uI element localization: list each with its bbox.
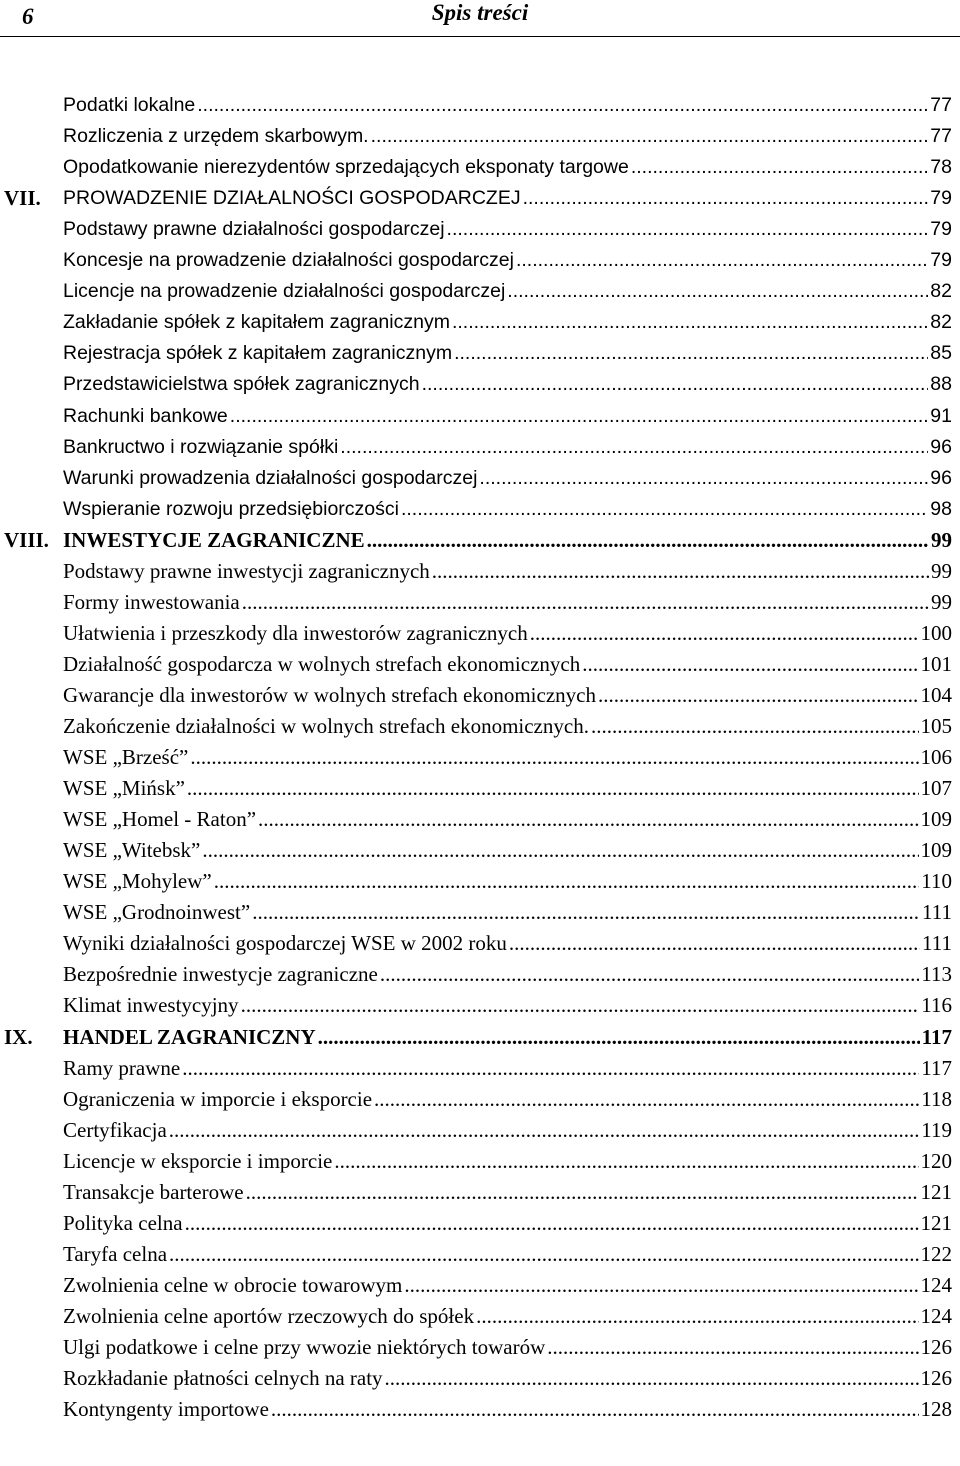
toc-entry	[63, 123, 952, 149]
entry-title: Opodatkowanie nierezydentów sprzedających eksponaty targowe	[63, 156, 629, 179]
toc-entry-row	[0, 1270, 960, 1300]
entry-title: Zakończenie działalności w wolnych strefach ekonomicznych.	[63, 714, 589, 738]
dot-leader	[334, 1148, 918, 1174]
dot-leader	[169, 1241, 918, 1267]
dot-leader	[258, 806, 918, 832]
entry-page-number: 122	[920, 1241, 952, 1266]
dot-leader	[380, 961, 919, 987]
entry-page-number: 109	[920, 807, 952, 832]
entry-title: Podatki lokalne	[63, 94, 196, 116]
toc-entry-row	[0, 897, 960, 927]
entry-title: Zakładanie spółek z kapitałem zagranicznym	[63, 311, 450, 334]
entry-title: Bankructwo i rozwiązanie spółki	[63, 435, 339, 458]
entry-title: Podstawy prawne działalności gospodarczej	[63, 218, 445, 241]
entry-title: Rozkładanie płatności celnych na raty	[63, 1366, 383, 1391]
toc-entry	[63, 1055, 952, 1081]
toc-entry	[63, 651, 952, 677]
toc-entry-row	[0, 1177, 960, 1207]
entry-page-number: 78	[930, 156, 952, 179]
entry-title: Zwolnienia celne w obrocie towarowym	[63, 1272, 403, 1297]
dot-leader	[479, 465, 928, 491]
toc-entry-row	[0, 432, 960, 462]
dot-leader	[185, 1210, 919, 1236]
entry-page-number: 105	[920, 714, 952, 738]
toc-entry-row	[0, 990, 960, 1020]
dot-leader	[401, 496, 928, 522]
entry-page-number: 109	[920, 838, 952, 863]
toc-entry	[63, 1024, 952, 1050]
dot-leader	[530, 620, 919, 646]
toc-entry-row	[0, 804, 960, 834]
entry-page-number: 88	[930, 373, 952, 396]
dot-leader	[197, 92, 928, 118]
toc-entry-row	[0, 928, 960, 958]
dot-leader	[454, 340, 928, 366]
entry-page-number: 120	[920, 1148, 952, 1173]
entry-page-number: 91	[930, 404, 952, 427]
toc-entry-row	[0, 680, 960, 710]
toc-entry	[63, 185, 952, 211]
dot-leader	[385, 1365, 919, 1391]
entry-page-number: 119	[921, 1117, 952, 1142]
dot-leader	[547, 1334, 918, 1360]
entry-page-number: 82	[930, 280, 952, 303]
toc-entry-row	[0, 835, 960, 865]
toc-entry-row	[0, 276, 960, 306]
toc-entry	[63, 1365, 952, 1391]
toc-entry-row	[0, 494, 960, 524]
dot-leader	[591, 713, 919, 739]
dot-leader	[452, 309, 928, 335]
toc-entry-row	[0, 1084, 960, 1114]
entry-title: Przedstawicielstwa spółek zagranicznych	[63, 373, 420, 396]
dot-leader	[202, 837, 918, 863]
toc-entry	[63, 1303, 952, 1329]
entry-title: Ramy prawne	[63, 1055, 181, 1080]
toc-entry-row	[0, 1239, 960, 1269]
dot-leader	[242, 589, 929, 615]
toc-entry-row	[0, 773, 960, 803]
toc-entry	[63, 496, 952, 522]
entry-page-number: 77	[930, 94, 952, 116]
toc-entry-row	[0, 618, 960, 648]
toc-entry	[63, 992, 952, 1018]
entry-title: WSE „Mińsk”	[63, 776, 185, 801]
entry-title: Certyfikacja	[63, 1117, 167, 1142]
entry-page-number: 99	[931, 589, 952, 614]
page-header	[0, 0, 960, 37]
entry-page-number: 124	[920, 1272, 952, 1297]
toc-entry	[63, 589, 952, 615]
entry-title: HANDEL ZAGRANICZNY	[63, 1024, 316, 1049]
entry-title: Rachunki bankowe	[63, 404, 228, 427]
toc-entry	[63, 527, 952, 553]
dot-leader	[230, 403, 929, 429]
toc-chapter-row	[0, 183, 960, 213]
dot-leader	[523, 185, 929, 211]
toc-entry-row	[0, 152, 960, 182]
entry-page-number: 113	[921, 962, 952, 987]
entry-page-number: 99	[931, 527, 952, 552]
dot-leader	[182, 1055, 919, 1081]
entry-title: WSE „Witebsk”	[63, 838, 201, 863]
entry-title: Rozliczenia z urzędem skarbowym.	[63, 125, 369, 148]
toc-entry	[63, 340, 952, 366]
entry-page-number: 126	[920, 1335, 952, 1359]
entry-page-number: 100	[920, 620, 952, 645]
toc-entry	[63, 1148, 952, 1174]
dot-leader	[432, 558, 929, 584]
entry-title: Ułatwienia i przeszkody dla inwestorów zagranicznych	[63, 620, 528, 645]
toc-entry	[63, 1396, 952, 1422]
entry-title: Klimat inwestycyjny	[63, 993, 239, 1018]
entry-page-number: 121	[920, 1210, 952, 1235]
toc-entry	[63, 1210, 952, 1236]
toc-entry-row	[0, 1394, 960, 1424]
entry-page-number: 124	[920, 1303, 952, 1328]
toc-entry	[63, 930, 952, 956]
entry-page-number: 111	[922, 931, 952, 956]
entry-page-number: 106	[920, 745, 952, 770]
entry-page-number: 117	[921, 1024, 952, 1049]
dot-leader	[367, 527, 929, 553]
toc-entry-row	[0, 649, 960, 679]
toc-entry-row	[0, 1146, 960, 1176]
entry-title: Ograniczenia w imporcie i eksporcie	[63, 1086, 373, 1111]
toc-entry	[63, 1272, 952, 1298]
toc-entry-row	[0, 338, 960, 368]
entry-title: PROWADZENIE DZIAŁALNOŚCI GOSPODARCZEJ	[63, 187, 521, 210]
entry-title: WSE „Grodnoinwest”	[63, 900, 251, 925]
toc-chapter-row	[0, 1022, 960, 1052]
entry-title: Podstawy prawne inwestycji zagranicznych	[63, 558, 430, 583]
entry-title: Zwolnienia celne aportów rzeczowych do spółek	[63, 1303, 475, 1328]
toc-entry-row	[0, 1053, 960, 1083]
dot-leader	[509, 930, 920, 956]
entry-title: Polityka celna	[63, 1210, 183, 1235]
toc-entry-row	[0, 1208, 960, 1238]
entry-page-number: 79	[930, 218, 952, 241]
entry-page-number: 107	[920, 776, 952, 801]
entry-title: Taryfa celna	[63, 1241, 168, 1266]
entry-page-number: 85	[930, 342, 952, 365]
toc-entry	[63, 775, 952, 801]
dot-leader	[241, 992, 920, 1018]
entry-page-number: 96	[930, 435, 952, 458]
dot-leader	[374, 1086, 919, 1112]
dot-leader	[271, 1396, 919, 1422]
entry-title: WSE „Homel - Raton”	[63, 807, 257, 832]
toc-entry-row	[0, 1363, 960, 1393]
toc-entry	[63, 247, 952, 273]
toc-entry	[63, 899, 952, 925]
entry-page-number: 128	[920, 1397, 952, 1422]
toc-entry	[63, 434, 952, 460]
dot-leader	[187, 775, 919, 801]
toc-entry	[63, 371, 952, 397]
toc-entry-row	[0, 401, 960, 431]
toc-entry-row	[0, 121, 960, 151]
toc-entry	[63, 1117, 952, 1143]
toc-entry	[63, 403, 952, 429]
dot-leader	[371, 123, 929, 149]
page-number: 6	[22, 4, 34, 29]
dot-leader	[516, 247, 928, 273]
entry-title: Rejestracja spółek z kapitałem zagranicznym	[63, 342, 453, 365]
dot-leader	[507, 278, 928, 304]
entry-title: Wyniki działalności gospodarczej WSE w 2002 roku	[63, 931, 507, 956]
entry-page-number: 79	[930, 249, 952, 272]
dot-leader	[598, 682, 919, 708]
entry-title: Bezpośrednie inwestycje zagraniczne	[63, 962, 378, 987]
toc-entry-row	[0, 214, 960, 244]
toc-entry-row	[0, 711, 960, 741]
toc-chapter-row	[0, 525, 960, 555]
entry-title: Kontyngenty importowe	[63, 1397, 269, 1422]
toc-entry-row	[0, 556, 960, 586]
entry-title: Działalność gospodarcza w wolnych strefach ekonomicznych	[63, 651, 581, 676]
entry-page-number: 101	[920, 651, 952, 676]
toc-entry	[63, 558, 952, 584]
entry-title: Wspieranie rozwoju przedsiębiorczości	[63, 497, 399, 520]
dot-leader	[190, 744, 918, 770]
dot-leader	[214, 868, 920, 894]
toc-entry	[63, 1179, 952, 1205]
dot-leader	[246, 1179, 919, 1205]
chapter-number: VIII.	[4, 527, 49, 552]
entry-page-number: 104	[920, 682, 952, 707]
dot-leader	[340, 434, 928, 460]
dot-leader	[252, 899, 920, 925]
entry-title: Warunki prowadzenia działalności gospodarczej	[63, 466, 478, 489]
entry-page-number: 126	[920, 1366, 952, 1391]
dot-leader	[631, 154, 928, 180]
toc-entry	[63, 837, 952, 863]
entry-page-number: 77	[930, 125, 952, 148]
entry-title: Transakcje barterowe	[63, 1179, 244, 1204]
dot-leader	[447, 216, 929, 242]
entry-page-number: 116	[921, 993, 952, 1018]
toc-entry	[63, 154, 952, 180]
toc-entry	[63, 216, 952, 242]
toc-entry	[63, 1086, 952, 1112]
toc-entry	[63, 1241, 952, 1267]
toc-entry	[63, 465, 952, 491]
entry-page-number: 121	[920, 1179, 952, 1204]
entry-title: Koncesje na prowadzenie działalności gospodarczej	[63, 249, 514, 272]
toc-entry	[63, 1334, 952, 1360]
chapter-number: IX.	[4, 1024, 33, 1049]
toc-entry-row	[0, 1115, 960, 1145]
toc-entry-row	[0, 866, 960, 896]
toc-entry-row	[0, 463, 960, 493]
entry-page-number: 98	[930, 497, 952, 520]
toc-entry-row	[0, 307, 960, 337]
entry-page-number: 110	[921, 869, 952, 894]
entry-title: Ulgi podatkowe i celne przy wwozie niektórych towarów	[63, 1335, 546, 1359]
toc-entry	[63, 682, 952, 708]
toc-entry-row	[0, 245, 960, 275]
toc-entry-row	[0, 1301, 960, 1331]
toc-entry	[63, 620, 952, 646]
entry-title: INWESTYCJE ZAGRANICZNE	[63, 527, 365, 552]
dot-leader	[404, 1272, 918, 1298]
entry-page-number: 96	[930, 466, 952, 489]
toc-entry	[63, 961, 952, 987]
entry-title: WSE „Brześć”	[63, 745, 189, 770]
entry-title: Gwarancje dla inwestorów w wolnych strefach ekonomicznych	[63, 682, 596, 707]
entry-page-number: 82	[930, 311, 952, 334]
running-title: Spis treści	[431, 0, 529, 25]
toc-entry	[63, 278, 952, 304]
entry-page-number: 117	[921, 1055, 952, 1080]
toc-entry-row	[0, 742, 960, 772]
entry-title: WSE „Mohylew”	[63, 869, 212, 894]
toc-entry	[63, 713, 952, 739]
dot-leader	[582, 651, 918, 677]
entry-page-number: 99	[931, 558, 952, 583]
toc-entry	[63, 868, 952, 894]
chapter-number: VII.	[4, 186, 41, 211]
dot-leader	[169, 1117, 919, 1143]
toc-entry	[63, 309, 952, 335]
toc-entry-row	[0, 587, 960, 617]
entry-title: Formy inwestowania	[63, 589, 240, 614]
toc-entry-row	[0, 90, 960, 120]
toc-entry-row	[0, 1332, 960, 1362]
toc-entry-row	[0, 369, 960, 399]
toc-entry	[63, 744, 952, 770]
toc-entry	[63, 92, 952, 118]
entry-page-number: 111	[922, 900, 952, 925]
entry-title: Licencje w eksporcie i imporcie	[63, 1148, 333, 1173]
entry-page-number: 79	[930, 187, 952, 210]
entry-page-number: 118	[921, 1086, 952, 1111]
toc-entry-row	[0, 959, 960, 989]
dot-leader	[318, 1024, 920, 1050]
toc-entry	[63, 806, 952, 832]
dot-leader	[422, 371, 929, 397]
entry-title: Licencje na prowadzenie działalności gospodarczej	[63, 280, 506, 303]
dot-leader	[476, 1303, 918, 1329]
